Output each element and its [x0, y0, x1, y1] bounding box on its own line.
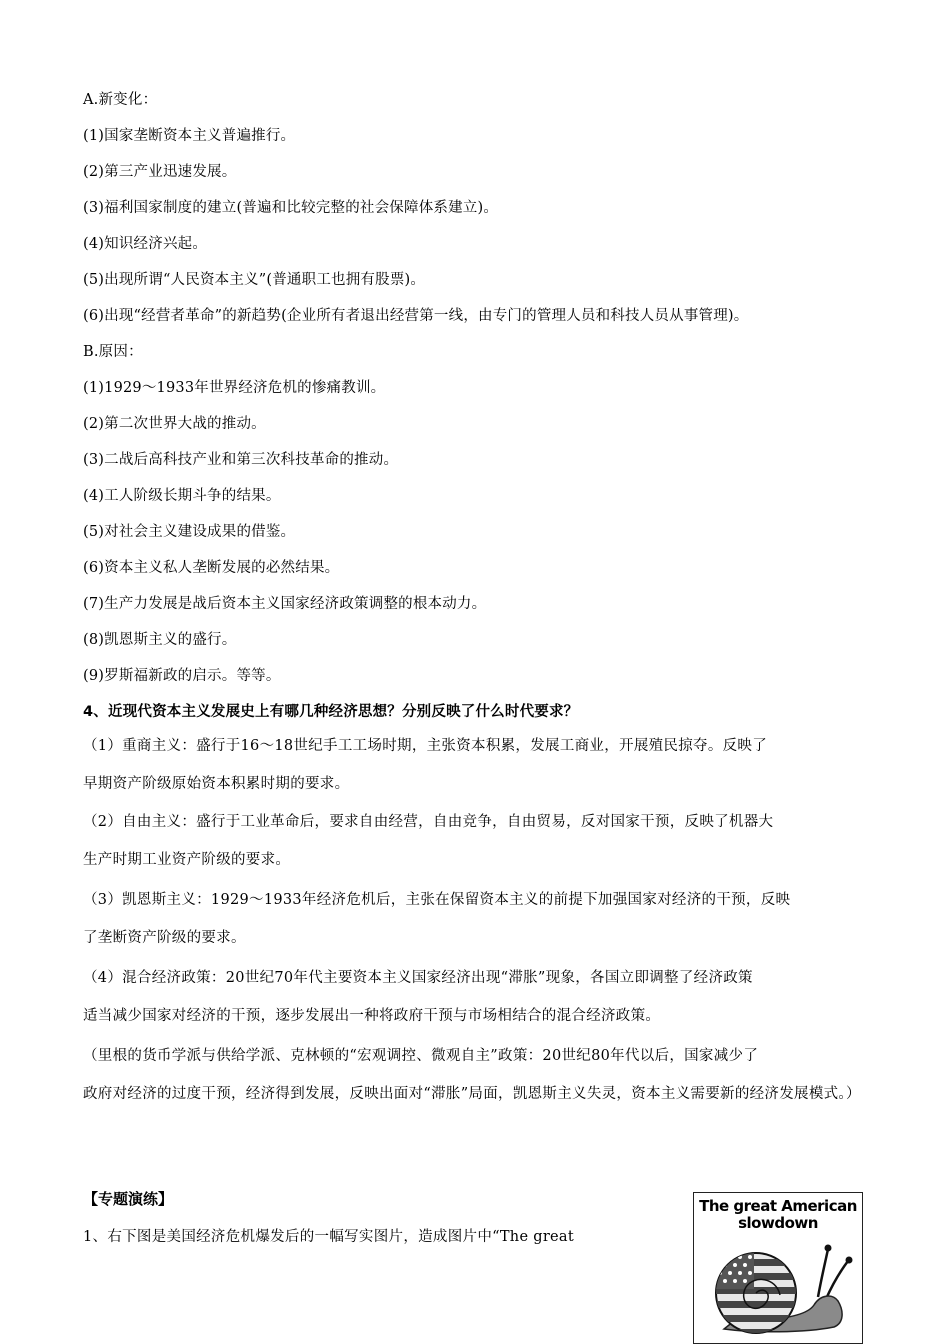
section-a-item: (3)福利国家制度的建立(普遍和比较完整的社会保障体系建立)。 — [83, 200, 499, 216]
answer-line: 适当减少国家对经济的干预，逐步发展出一种将政府干预与市场相结合的混合经济政策。 — [83, 1008, 661, 1024]
answer-line: （1）重商主义：盛行于16～18世纪手工工场时期，主张资本积累，发展工商业，开展殖民掠夺。反映了 — [83, 738, 768, 754]
answer-line: （2）自由主义：盛行于工业革命后，要求自由经营，自由竞争，自由贸易，反对国家干预，反映了机器大 — [83, 814, 774, 830]
answer-line: （3）凯恩斯主义：1929～1933年经济危机后，主张在保留资本主义的前提下加强国家对经济的干预，反映 — [83, 892, 791, 908]
image-caption-line: The great American — [699, 1197, 857, 1215]
section-a-item: (5)出现所谓“人民资本主义”(普通职工也拥有股票)。 — [83, 272, 426, 288]
answer-line: 早期资产阶级原始资本积累时期的要求。 — [83, 776, 350, 792]
section-b-heading: B.原因： — [83, 344, 143, 360]
section-b-item: (2)第二次世界大战的推动。 — [83, 416, 266, 432]
section-a-item: (6)出现“经营者革命”的新趋势(企业所有者退出经营第一线，由专门的管理人员和科技人员从事管理)。 — [83, 308, 749, 324]
answer-line: （里根的货币学派与供给学派、克林顿的“宏观调控、微观自主”政策：20世纪80年代以后，国家减少了 — [83, 1048, 759, 1064]
question-4-heading: 4、近现代资本主义发展史上有哪几种经济思想？分别反映了什么时代要求？ — [83, 704, 579, 720]
answer-paragraph — [83, 727, 868, 803]
exercise-1-text: 1、右下图是美国经济危机爆发后的一幅写实图片，造成图片中“The great — [83, 1229, 575, 1245]
image-caption-line: slowdown — [738, 1214, 818, 1232]
section-b-item: (6)资本主义私人垄断发展的必然结果。 — [83, 560, 340, 576]
slowdown-image — [693, 1192, 863, 1344]
answer-line: 生产时期工业资产阶级的要求。 — [83, 852, 291, 868]
answer-paragraph — [83, 1037, 868, 1113]
answer-line: 政府对经济的过度干预，经济得到发展，反映出面对“滞胀”局面，凯恩斯主义失灵，资本主义需要新的经济发展模式。） — [83, 1086, 861, 1102]
section-b-item: (1)1929～1933年世界经济危机的惨痛教训。 — [83, 380, 386, 396]
section-b-item: (3)二战后高科技产业和第三次科技革命的推动。 — [83, 452, 399, 468]
section-b-item: (7)生产力发展是战后资本主义国家经济政策调整的根本动力。 — [83, 596, 487, 612]
section-b-item: (4)工人阶级长期斗争的结果。 — [83, 488, 281, 504]
answer-line: 了垄断资产阶级的要求。 — [83, 930, 246, 946]
section-b-item: (8)凯恩斯主义的盛行。 — [83, 632, 237, 648]
section-a-item: (4)知识经济兴起。 — [83, 236, 208, 252]
section-a-item: (1)国家垄断资本主义普遍推行。 — [83, 128, 296, 144]
section-b-item: (9)罗斯福新政的启示。等等。 — [83, 668, 281, 684]
practice-title: 【专题演练】 — [83, 1190, 174, 1208]
answer-paragraph — [83, 803, 868, 879]
section-a-item: (2)第三产业迅速发展。 — [83, 164, 237, 180]
image-caption — [694, 1198, 862, 1232]
snail-illustration — [694, 1235, 862, 1343]
answer-paragraph — [83, 959, 868, 1035]
section-b-item: (5)对社会主义建设成果的借鉴。 — [83, 524, 296, 540]
section-a-heading: A.新变化： — [83, 92, 158, 108]
answer-paragraph — [83, 881, 868, 957]
answer-line: （4）混合经济政策：20世纪70年代主要资本主义国家经济出现“滞胀”现象，各国立即调整了经济政策 — [83, 970, 753, 986]
